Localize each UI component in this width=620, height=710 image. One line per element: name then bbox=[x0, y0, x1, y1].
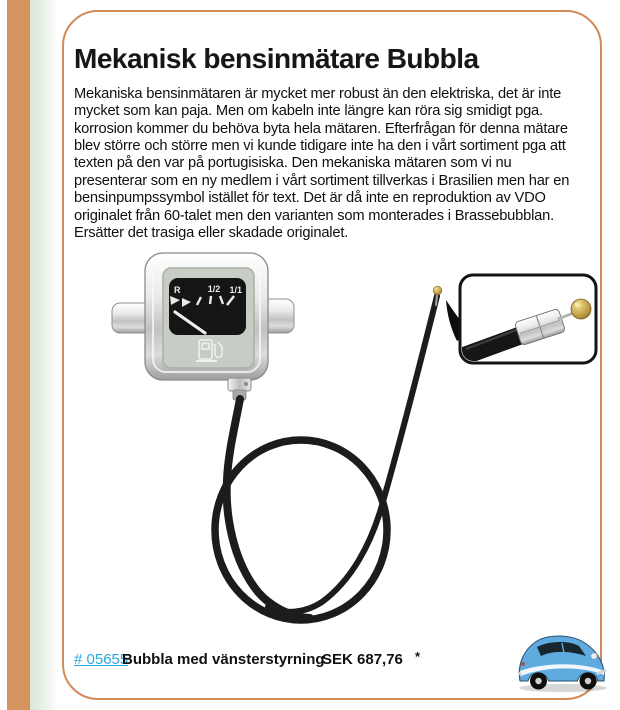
product-name: Bubbla med vänsterstyrning bbox=[122, 651, 325, 668]
product-price: SEK 687,76 bbox=[322, 651, 403, 668]
price-note-asterisk: * bbox=[415, 649, 421, 664]
inset-brass-ball bbox=[571, 299, 591, 319]
dial-label-half: 1/2 bbox=[207, 284, 221, 294]
dial-label-empty: R bbox=[174, 285, 181, 295]
product-row bbox=[74, 651, 534, 671]
beetle-headlight bbox=[591, 653, 597, 659]
cable-end-inset bbox=[460, 275, 596, 363]
cable-tip-rod bbox=[436, 295, 437, 305]
cable-tip-ball bbox=[433, 286, 442, 295]
fuel-gauge-image bbox=[112, 253, 294, 400]
dial-label-full: 1/1 bbox=[229, 285, 242, 295]
product-description: Mekaniska bensinmätaren är mycket mer robust än den elektriska, det är inte mycket som kan paja. Men om kabeln inte längre kan röra sig smidigt pga. korrosion kommer du behöva byta hela mätaren. Efterfrågan för denna mätare blev större och större men vi kunde tidigare inte ha den i vårt sortiment pga att texten på den var på portugisiska. Den mekaniska mätaren som vi nu presenterar som en ny medlem i vårt sortiment tillverkas i Brasilien men har en bensinpumpssymbol istället för text. Det är då inte en reproduktion av VDO originalet från 60-talet men den varianten som monterades i Brassebubblan. Ersätter det trasiga eller skadade originalet. bbox=[74, 85, 570, 241]
page-title: Mekanisk bensinmätare Bubbla bbox=[74, 42, 479, 74]
article-number-link[interactable]: # 05655 bbox=[74, 651, 129, 668]
